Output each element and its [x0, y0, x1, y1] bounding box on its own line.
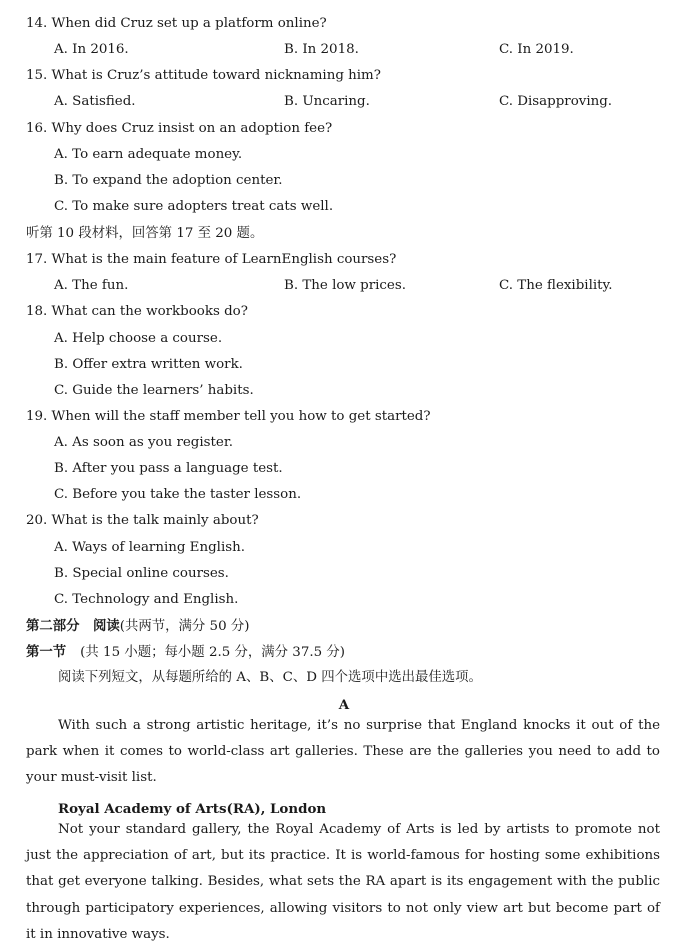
ra-heading: Royal Academy of Arts(RA), London [58, 801, 327, 817]
question-20-option-a: A. Ways of learning English. [54, 540, 245, 555]
question-19-stem: 19. When will the staff member tell you how to get started? [26, 409, 431, 424]
section-1-instruction: 阅读下列短文，从每题所给的 A、B、C、D 四个选项中选出最佳选项。 [58, 670, 482, 685]
intro-paragraph-text: With such a strong artistic heritage, it’s no surprise that England knocks it out of the park when it comes to world-class art galleries. These are the galleries you need to add to your must-visit list. [26, 718, 660, 786]
part-2-title: 第二部分 阅读 [26, 618, 120, 634]
question-18-stem: 18. What can the workbooks do? [26, 304, 248, 319]
question-20-option-b: B. Special online courses. [54, 566, 229, 581]
question-15-stem: 15. What is Cruz’s attitude toward nicknaming him? [26, 68, 381, 83]
section-1-note: (共 15 小题；每小题 2.5 分，满分 37.5 分) [80, 645, 345, 660]
question-18-option-c: C. Guide the learners’ habits. [54, 383, 254, 398]
question-14-option-c: C. In 2019. [499, 42, 574, 57]
question-15-option-a: A. Satisfied. [54, 94, 136, 109]
section-1-heading [26, 643, 345, 662]
question-20-option-c: C. Technology and English. [54, 592, 239, 607]
question-17-option-c: C. The flexibility. [499, 278, 613, 293]
question-16-option-a: A. To earn adequate money. [54, 147, 243, 162]
question-16-option-b: B. To expand the adoption center. [54, 173, 283, 188]
passage-label: A [338, 697, 350, 713]
question-14-stem: 14. When did Cruz set up a platform online? [26, 16, 327, 31]
question-20-stem: 20. What is the talk mainly about? [26, 513, 259, 528]
question-19-option-a: A. As soon as you register. [54, 435, 234, 450]
question-16-option-c: C. To make sure adopters treat cats well. [54, 199, 334, 214]
question-14-option-b: B. In 2018. [284, 42, 359, 57]
ra-paragraph-text: Not your standard gallery, the Royal Academy of Arts is led by artists to promote not just the appreciation of art, but its practice. It is world-famous for hosting some exhibitions that get everyone talking. Besides, what sets the RA apart is its engagement with the public through participatory experiences, allowing visitors to not only view art but become part of it in innovative ways. [26, 822, 660, 942]
question-15-option-c: C. Disapproving. [499, 94, 613, 109]
question-17-option-b: B. The low prices. [284, 278, 406, 293]
question-17-option-a: A. The fun. [54, 278, 129, 293]
part-2-heading [26, 617, 249, 636]
question-19-option-c: C. Before you take the taster lesson. [54, 487, 302, 502]
question-19-option-b: B. After you pass a language test. [54, 461, 283, 476]
part-2-note: (共两节，满分 50 分) [119, 619, 250, 634]
question-18-option-b: B. Offer extra written work. [54, 357, 243, 372]
section-1-title: 第一节 [26, 644, 67, 660]
question-15-option-b: B. Uncaring. [284, 94, 370, 109]
question-14-option-a: A. In 2016. [54, 42, 129, 57]
listening-instruction: 听第 10 段材料，回答第 17 至 20 题。 [26, 226, 264, 241]
question-17-stem: 17. What is the main feature of LearnEnglish courses? [26, 252, 397, 267]
intro-paragraph [26, 713, 660, 792]
question-18-option-a: A. Help choose a course. [54, 331, 223, 346]
ra-paragraph [26, 817, 660, 948]
question-16-stem: 16. Why does Cruz insist on an adoption fee? [26, 121, 333, 136]
